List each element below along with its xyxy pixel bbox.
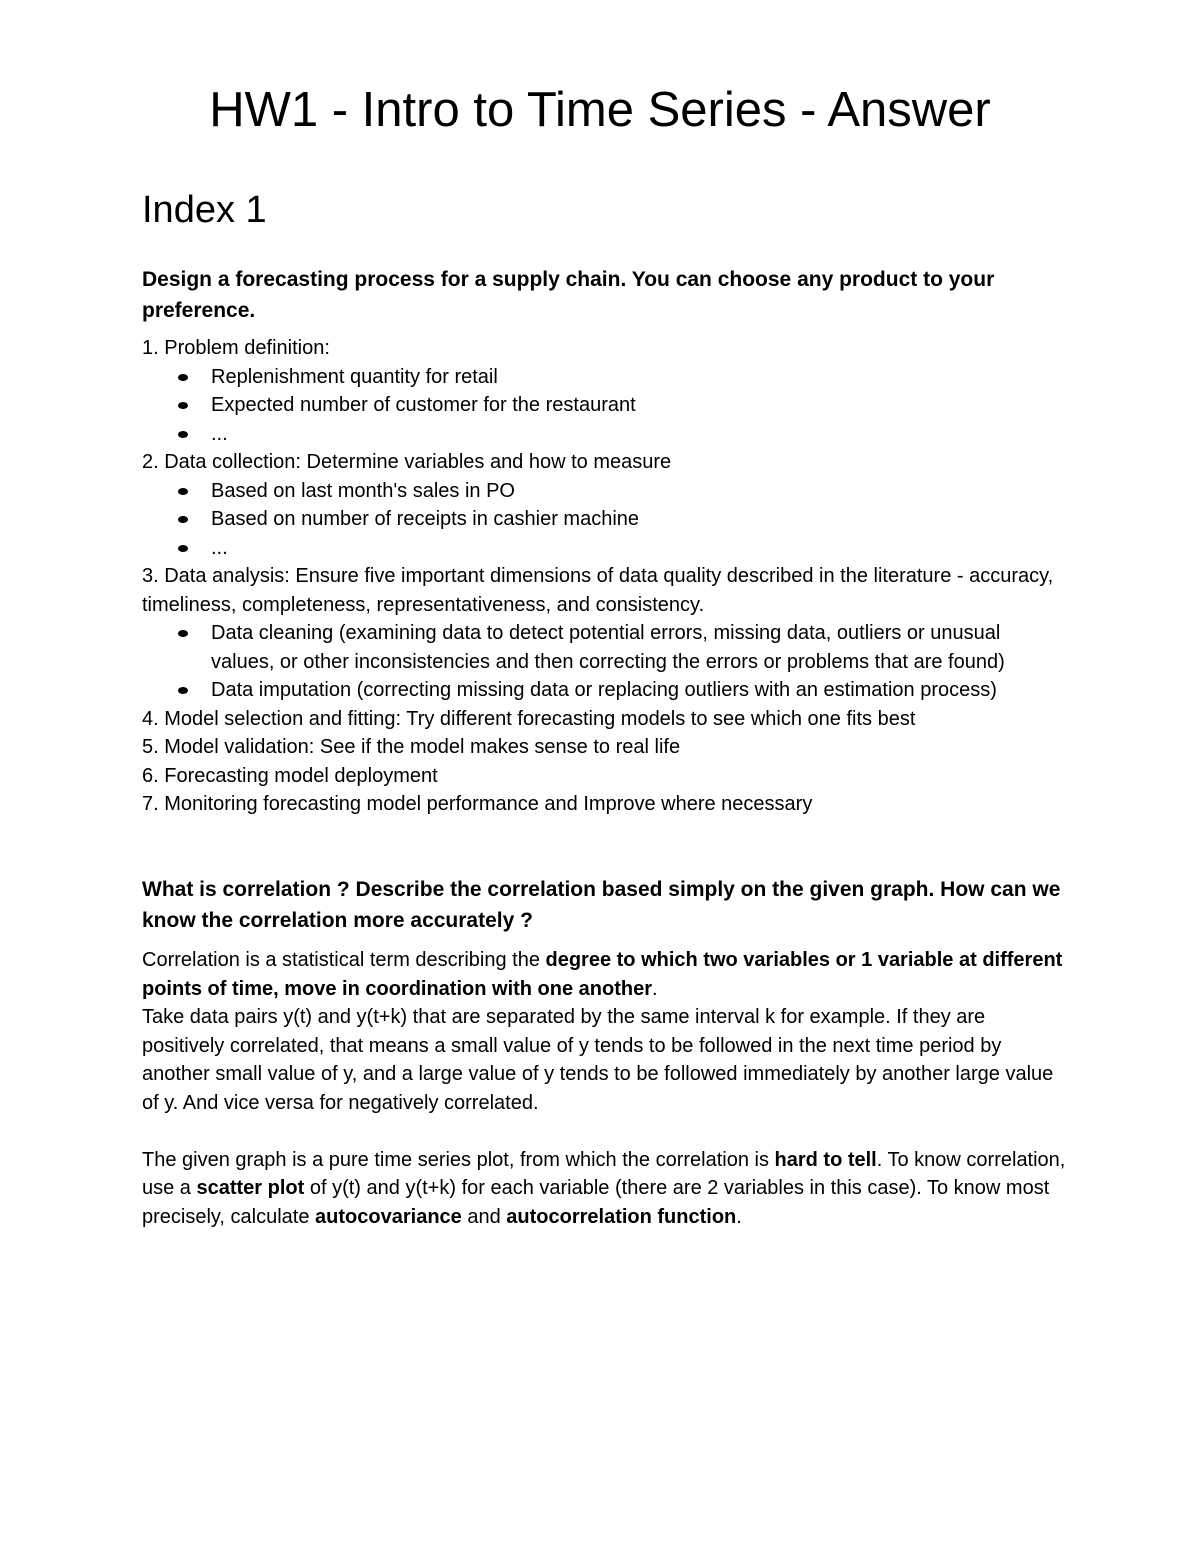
- list-item-text: Data cleaning (examining data to detect potential errors, missing data, outliers or unusual values, or other inconsistencies and then correcting the errors or problems that are found): [211, 622, 1005, 673]
- answer-bold-text: degree to which two variables or 1 variable at different points of time, move in coordination with one another: [142, 949, 1063, 1000]
- step-7: 7. Monitoring forecasting model performance and Improve where necessary: [142, 793, 813, 815]
- step-1: 1. Problem definition:: [142, 337, 330, 359]
- step-4: 4. Model selection and fitting: Try different forecasting models to see which one fits best: [142, 707, 916, 730]
- list-item-text: ...: [211, 536, 228, 559]
- answer-bold-text: autocovariance: [315, 1205, 462, 1228]
- answer-paragraph-2: Take data pairs y(t) and y(t+k) that are separated by the same interval k for example. If they are positively correlated, that means a small value of y tends to be followed in the next time period by another small value of y, and a large value of y tends to be followed immediately by another large value of y. And vice versa for negatively correlated.: [142, 1006, 1054, 1114]
- list-item: [211, 391, 1067, 420]
- list-item-text: Expected number of customer for the restaurant: [211, 394, 636, 416]
- section-heading: Index 1: [142, 189, 267, 231]
- list-item-text: Based on last month's sales in PO: [211, 479, 515, 502]
- step-3: 3. Data analysis: Ensure five important dimensions of data quality described in the literature - accuracy, timeliness, completeness, representativeness, and consistency.: [142, 565, 1054, 616]
- forecasting-steps: [142, 334, 1067, 819]
- bullet-icon: [178, 545, 188, 552]
- answer-text: .: [652, 977, 658, 1000]
- bullet-icon: [178, 630, 188, 637]
- list-item: [211, 534, 1067, 563]
- bullet-icon: [178, 402, 188, 409]
- list-item-text: Based on number of receipts in cashier machine: [211, 508, 640, 530]
- answer-bold-text: hard to tell: [774, 1148, 877, 1171]
- bullet-icon: [178, 488, 188, 495]
- step-1-bullets: [142, 363, 1067, 449]
- answer-text: . To know correlation, use a: [142, 1148, 1066, 1199]
- question-1: Design a forecasting process for a supply chain. You can choose any product to your preference.: [142, 268, 995, 322]
- bullet-icon: [178, 431, 188, 438]
- document-title: HW1 - Intro to Time Series - Answer: [209, 83, 991, 137]
- step-2-bullets: [142, 477, 1067, 563]
- answer-text: The given graph is a pure time series plot, from which the correlation is: [142, 1148, 775, 1171]
- list-item: [211, 363, 1067, 392]
- list-item-text: Replenishment quantity for retail: [211, 365, 498, 388]
- list-item: [211, 477, 1067, 506]
- step-5: 5. Model validation: See if the model makes sense to real life: [142, 736, 681, 758]
- answer-2: [142, 946, 1067, 1231]
- bullet-icon: [178, 687, 188, 694]
- step-3-bullets: [142, 619, 1067, 705]
- bullet-icon: [178, 516, 188, 523]
- answer-bold-text: autocorrelation function: [506, 1205, 737, 1228]
- question-2: What is correlation ? Describe the correlation based simply on the given graph. How can we know the correlation more accurately ?: [142, 878, 1061, 932]
- list-item: [211, 505, 1067, 534]
- paragraph-spacer: [142, 1117, 1067, 1146]
- list-item: [211, 676, 1067, 705]
- answer-text: of y(t) and y(t+k) for each variable (there are 2 variables in this case). To know most precisely, calculate: [142, 1177, 1050, 1228]
- answer-paragraph-3: [142, 1146, 1067, 1232]
- answer-bold-text: scatter plot: [196, 1177, 305, 1199]
- list-item-text: ...: [211, 422, 228, 445]
- answer-text: Correlation is a statistical term describing the: [142, 949, 546, 971]
- step-2: 2. Data collection: Determine variables and how to measure: [142, 451, 672, 473]
- answer-text: and: [461, 1205, 507, 1228]
- list-item: [211, 420, 1067, 449]
- bullet-icon: [178, 374, 188, 381]
- list-item: [211, 619, 1067, 676]
- answer-paragraph-1: [142, 946, 1067, 1003]
- step-6: 6. Forecasting model deployment: [142, 764, 438, 787]
- list-item-text: Data imputation (correcting missing data or replacing outliers with an estimation process): [211, 679, 997, 701]
- answer-text: .: [736, 1205, 742, 1228]
